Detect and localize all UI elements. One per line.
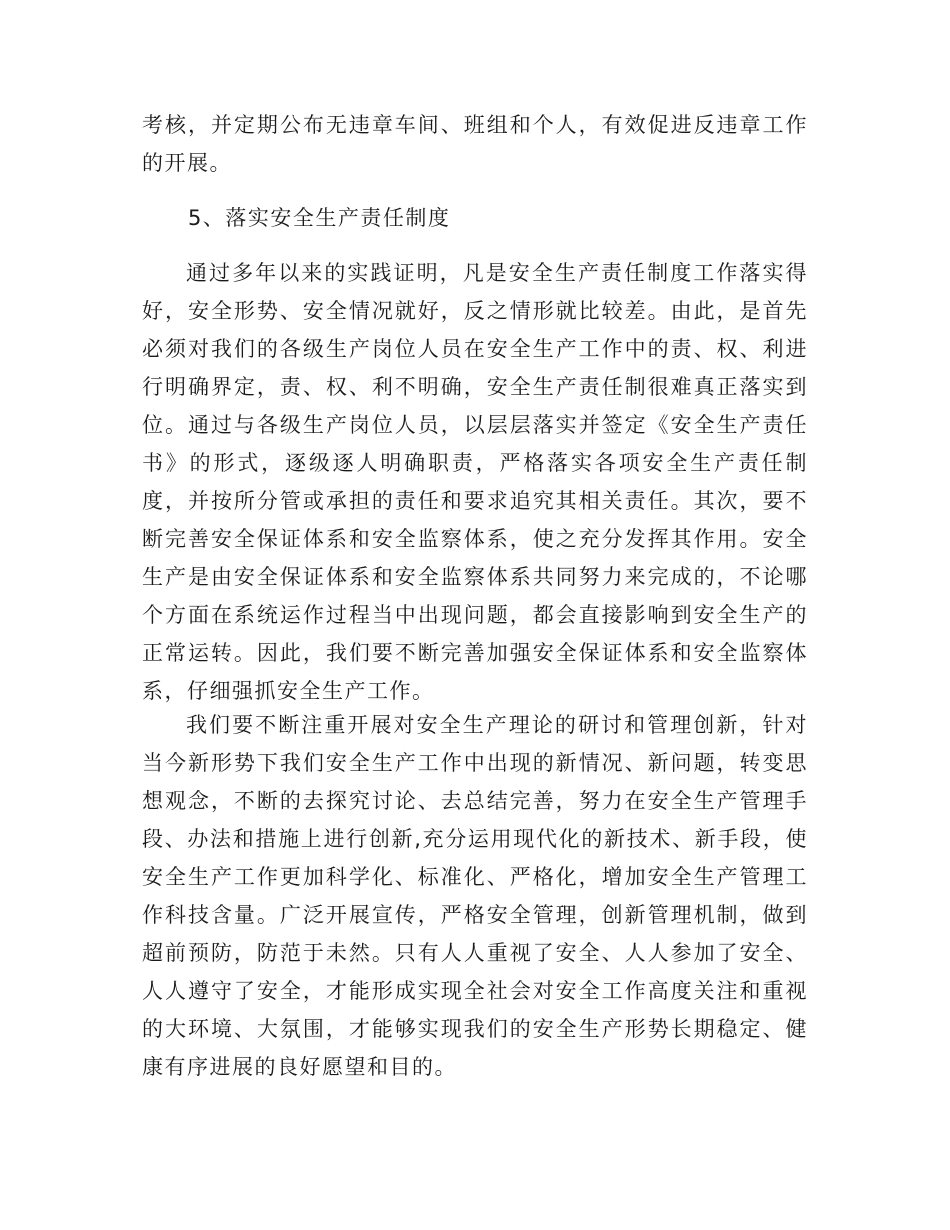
section-heading: 5、落实安全生产责任制度 bbox=[188, 206, 451, 230]
paragraph-continuation: 考核，并定期公布无违章车间、班组和个人，有效促进反违章工作的开展。 bbox=[142, 113, 808, 175]
paragraph-innovation: 我们要不断注重开展对安全生产理论的研讨和管理创新，针对当今新形势下我们安全生产工作中出现的新情况、新问题，转变思想观念，不断的去探究讨论、去总结完善，努力在安全生产管理手段、办法和措施上进行创新,充分运用现代化的新技术、新手段，使安全生产工作更加科学化、标准化、严格化，增加安全生产管理工作科技含量。广泛开展宣传，严格安全管理，创新管理机制，做到超前预防，防范于未然。只有人人重视了安全、人人参加了安全、人人遵守了安全，才能形成实现全社会对安全工作高度关注和重视的大环境、大氛围，才能够实现我们的安全生产形势长期稳定、健康有序进展的良好愿望和目的。 bbox=[142, 713, 808, 1079]
paragraph-responsibility: 通过多年以来的实践证明，凡是安全生产责任制度工作落实得好，安全形势、安全情况就好，反之情形就比较差。由此，是首先必须对我们的各级生产岗位人员在安全生产工作中的责、权、利进行明确界定，责、权、利不明确，安全生产责任制很难真正落实到位。通过与各级生产岗位人员，以层层落实并签定《安全生产责任书》的形式，逐级逐人明确职责，严格落实各项安全生产责任制度，并按所分管或承担的责任和要求追究其相关责任。其次，要不断完善安全保证体系和安全监察体系，使之充分发挥其作用。安全生产是由安全保证体系和安全监察体系共同努力来完成的，不论哪个方面在系统运作过程当中出现问题，都会直接影响到安全生产的正常运转。因此，我们要不断完善加强安全保证体系和安全监察体系，仔细强抓安全生产工作。 bbox=[142, 261, 808, 703]
